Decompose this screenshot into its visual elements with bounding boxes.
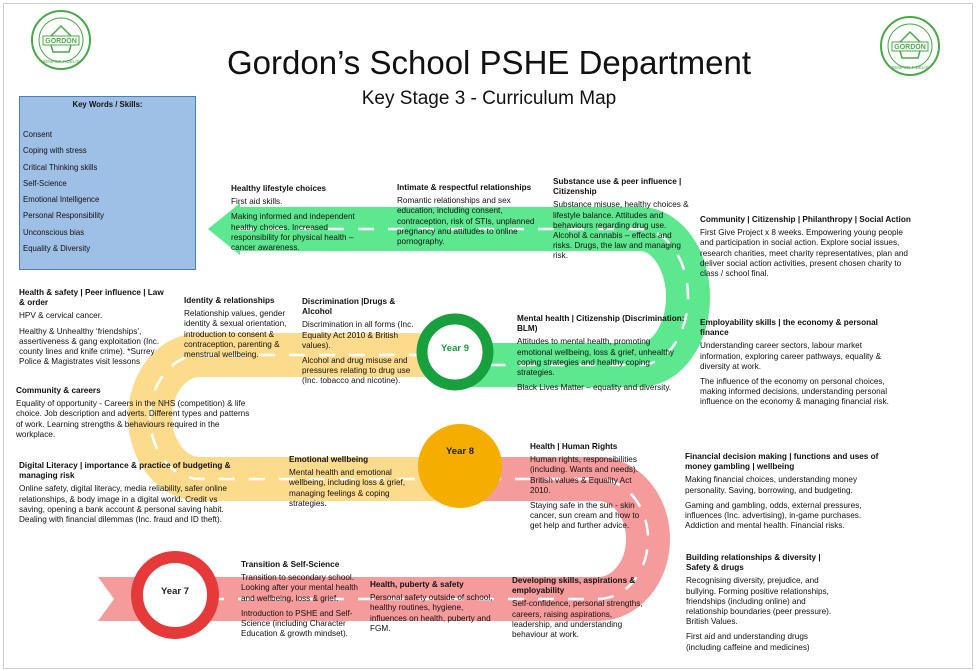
key-word-item: Coping with stress xyxy=(23,146,87,156)
topic-text: HPV & cervical cancer. xyxy=(19,311,103,321)
topic-text: Making financial choices, understanding money personality. Saving, borrowing, and budgeting. xyxy=(685,475,858,495)
topic-discrimination xyxy=(302,297,415,392)
topic-community-citizenship xyxy=(700,215,914,284)
topic-heading: Discrimination |Drugs & Alcohol xyxy=(302,297,396,317)
topic-heading: Building relationships & diversity | Safety & drugs xyxy=(686,553,821,573)
key-words-list xyxy=(23,127,195,257)
topic-text: Online safety, digital literacy, media reliability, safer online relationships, & body image in a digital world. Credit vs saving, opening a bank account & personal saving habit. Dealing with financial dilemmas (Inc. fraud and ID theft). xyxy=(19,484,227,525)
topic-text: Human rights, responsibilities (including. Wants and needs). British values & Equality Act 2010. xyxy=(530,455,639,495)
topic-text: First aid skills. xyxy=(231,197,283,207)
topic-heading: Health | Human Rights xyxy=(530,442,618,451)
topic-heading: Developing skills, aspirations & employability xyxy=(512,576,636,596)
topic-heading: Community | Citizenship | Philanthropy | Social Action xyxy=(700,215,911,224)
topic-heading: Intimate & respectful relationships xyxy=(397,183,532,192)
topic-text: Romantic relationships and sex education, including consent, contraception, risk of STIs, unplanned pregnancy and attitudes to online pornography. xyxy=(397,196,535,247)
logo-top-text: GORDON xyxy=(894,44,926,51)
topic-heading: Employability skills | the economy & personal finance xyxy=(700,318,878,338)
topic-human-rights xyxy=(530,442,652,537)
topic-heading: Transition & Self-Science xyxy=(241,560,340,569)
key-word-item: Equality & Diversity xyxy=(23,244,91,254)
year9-label: Year 9 xyxy=(441,343,469,354)
topic-text: Mental health and emotional wellbeing, including loss & grief, managing feelings & coping strategies. xyxy=(289,468,406,508)
key-word-item: Self-Science xyxy=(23,178,67,188)
topic-heading: Health & safety | Peer influence | Law & order xyxy=(19,288,164,308)
topic-heading: Healthy lifestyle choices xyxy=(231,184,327,193)
topic-employability xyxy=(700,318,896,413)
topic-heading: Substance use & peer influence | Citizenship xyxy=(553,177,682,197)
topic-heading: Digital Literacy | importance & practice of budgeting & managing risk xyxy=(19,461,231,481)
key-words-heading: Key Words / Skills: xyxy=(72,100,143,109)
topic-text: Substance misuse, healthy choices & lifestyle balance. Attitudes and behaviours regarding drug use. Alcohol & cannabis – effects and risks. Drugs, the law and managing risk. xyxy=(553,200,689,261)
topic-health-safety xyxy=(19,288,169,372)
topic-community-careers xyxy=(16,386,252,445)
topic-text: Transition to secondary school. Looking after your mental health and wellbeing, loss & grief. xyxy=(241,573,358,603)
year8-label: Year 8 xyxy=(446,446,474,457)
topic-heading: Emotional wellbeing xyxy=(289,455,369,464)
topic-heading: Community & careers xyxy=(16,386,101,395)
topic-emotional-wellbeing xyxy=(289,455,415,514)
topic-text: Relationship values, gender identity & sexual orientation, introduction to consent & contraception, parenting & menstrual wellbeing. xyxy=(184,309,287,360)
topic-text: Personal safety outside of school, healthy routines, hygiene, influences on health, puberty and FGM. xyxy=(370,593,493,633)
topic-text: Discrimination in all forms (Inc. Equality Act 2010 & British values). xyxy=(302,320,414,350)
key-words-box xyxy=(19,96,196,270)
topic-intimate-relationships xyxy=(397,183,537,252)
topic-heading: Health, puberty & safety xyxy=(370,580,464,589)
topic-developing-skills xyxy=(512,576,647,645)
topic-heading: Identity & relationships xyxy=(184,296,275,305)
topic-substance-use xyxy=(553,177,693,267)
topic-healthy-lifestyle xyxy=(231,184,371,258)
topic-text: First aid and understanding drugs (including caffeine and medicines) xyxy=(686,632,810,652)
key-word-item: Personal Responsibility xyxy=(23,211,105,221)
topic-mental-health xyxy=(517,314,685,398)
topic-text: First Give Project x 8 weeks. Empowering young people and participation in social action. Explore social issues, research charities, meet charity representatives, plan and deliver social action activities, present chosen charity to class / school final. xyxy=(700,228,908,279)
topic-text: The influence of the economy on personal choices, making informed decisions, understanding personal influence on the economy & managing financial risk. xyxy=(700,377,889,407)
topic-heading: Financial decision making | functions and uses of money gambling | wellbeing xyxy=(685,452,879,472)
key-word-item: Emotional Intelligence xyxy=(23,195,100,205)
topic-identity xyxy=(184,296,299,365)
key-word-item: Consent xyxy=(23,130,53,139)
topic-text: Introduction to PSHE and Self-Science (including Character Education & growth mindset). xyxy=(241,608,353,639)
topic-health-puberty xyxy=(370,580,502,639)
page-subtitle: Key Stage 3 - Curriculum Map xyxy=(361,88,617,109)
topic-financial-decision-making xyxy=(685,452,885,536)
logo-bottom-text: SEMPER FIDELIS xyxy=(42,59,80,64)
topic-text: Gaming and gambling, odds, external pressures, influences (Inc. advertising), in-game purchases. Addiction and mental health. Financial risks. xyxy=(685,500,862,531)
topic-text: Making informed and independent healthy choices. Increased responsibility for physical health – cancer awareness. xyxy=(231,212,355,253)
topic-text: Recognising diversity, prejudice, and bullying. Forming positive relationships, friendships (including online) and relationship boundaries (peer pressure). British Values. xyxy=(686,576,832,627)
topic-text: Healthy & Unhealthy ‘friendships’, assertiveness & gang exploitation (Inc. county lines and knife crime). *Surrey Police & Magistrates visit lessons xyxy=(19,326,160,367)
topic-text: Alcohol and drug misuse and pressures relating to drug use (Inc. tobacco and nicotine). xyxy=(302,356,411,386)
page-title: Gordon’s School PSHE Department xyxy=(227,44,751,81)
year8-ring xyxy=(420,426,500,506)
topic-text: Attitudes to mental health, promoting emotional wellbeing, loss & grief, unhealthy coping strategies and healthy coping strategies. xyxy=(517,337,675,378)
topic-transition xyxy=(241,560,361,644)
topic-text: Understanding career sectors, labour market information, exploring career pathways, equality & diversity at work. xyxy=(700,341,882,371)
year7-label: Year 7 xyxy=(161,586,189,597)
topic-text: Equality of opportunity - Careers in the NHS (competition) & life choice. Job description and adverts. Different types and patterns of work. Learning strengths & behaviours required in the workplace. xyxy=(16,399,250,439)
topic-text: Black Lives Matter – equality and diversity. xyxy=(517,383,672,393)
topic-heading: Mental health | Citizenship (Discrimination: BLM) xyxy=(517,314,685,334)
logo-top-text: GORDON xyxy=(45,38,77,45)
key-word-item: Unconscious bias xyxy=(23,227,85,237)
topic-text: Self-confidence, personal strengths, careers, raising aspirations, leadership, and understanding behaviour at work. xyxy=(512,599,643,640)
topic-digital-literacy xyxy=(19,461,241,530)
topic-building-relationships xyxy=(686,553,836,658)
topic-text: Staying safe in the sun - skin cancer, sun cream and how to get help and further advice. xyxy=(530,501,640,531)
logo-bottom-text: SEMPER FIDELIS xyxy=(891,65,929,70)
key-word-item: Critical Thinking skills xyxy=(23,162,98,172)
